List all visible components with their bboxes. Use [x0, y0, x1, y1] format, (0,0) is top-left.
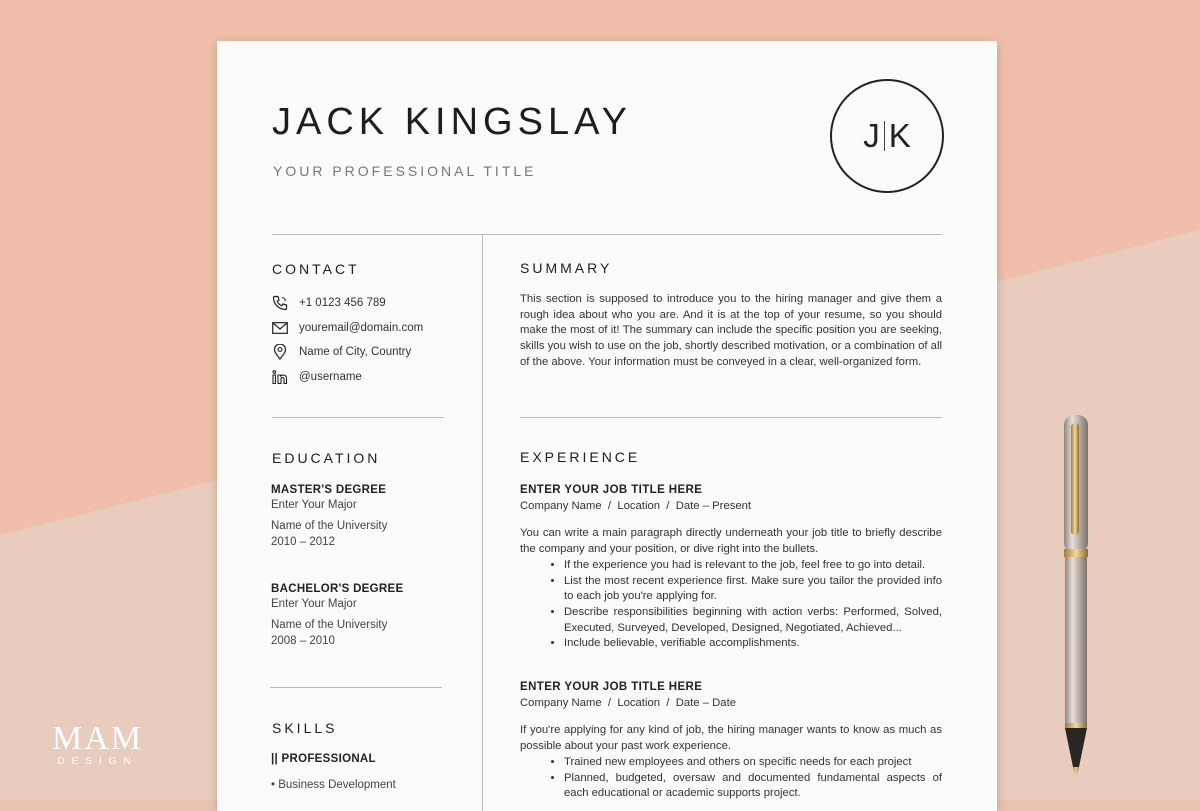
resume-name: JACK KINGSLAY	[272, 101, 632, 143]
location-pin-icon	[271, 344, 289, 360]
summary-text: This section is supposed to introduce you to the hiring manager and give them a rough idea about who you are. And it is at the top of your resume, so you should make the most of it! The summary can include the specific position you are seeking, skills you wish to use on the job, shortly described motivation, or a combination of all of the above. Your information must be conveyed in a clear, well-organized form.	[520, 293, 942, 368]
brand-logo-sub: DESIGN	[57, 756, 138, 767]
education-entry	[271, 583, 446, 649]
email-text: youremail@domain.com	[299, 321, 424, 334]
job-bullet: • Describe responsibilities beginning with action verbs: Performed, Solved, Executed, Surveyed, Developed, Designed, Negotiated, Achieved...	[564, 605, 942, 636]
education-entry	[271, 484, 446, 550]
header-divider	[272, 234, 942, 235]
linkedin-text: @username	[299, 370, 362, 383]
job-entry	[520, 483, 942, 652]
job-meta: Company Name / Location / Date – Present	[520, 499, 752, 512]
contact-email	[271, 316, 446, 341]
monogram-first: J	[863, 117, 880, 154]
linkedin-icon	[271, 369, 289, 385]
contact-phone	[271, 291, 446, 316]
contact-list	[271, 291, 446, 389]
brand-logo	[52, 722, 143, 767]
job-meta: Company Name / Location / Date – Date	[520, 696, 737, 709]
skills-heading: SKILLS	[272, 720, 338, 736]
contact-linkedin	[271, 365, 446, 390]
degree-major: Enter Your Major	[271, 598, 357, 610]
brand-logo-main: MAM	[52, 720, 144, 757]
skill-item-text: Business Development	[278, 779, 396, 791]
job-bullet: • Trained new employees and others on specific needs for each project	[564, 755, 942, 771]
job-paragraph: You can write a main paragraph directly underneath your job title to briefly describe the company and your position, or dive right into the bullets.	[520, 527, 942, 556]
mail-icon	[271, 320, 289, 336]
education-heading: EDUCATION	[272, 450, 381, 466]
phone-icon	[271, 295, 289, 311]
job-title: ENTER YOUR JOB TITLE HERE	[520, 681, 703, 693]
job-paragraph: If you're applying for any kind of job, the hiring manager wants to know as much as possible about your past work experience.	[520, 724, 942, 753]
pen-image	[1062, 415, 1090, 780]
contact-location	[271, 340, 446, 365]
phone-text: +1 0123 456 789	[299, 297, 386, 310]
summary-heading: SUMMARY	[520, 260, 613, 276]
degree-university: Name of the University	[271, 520, 388, 532]
job-bullets	[520, 558, 942, 652]
degree-years: 2010 – 2012	[271, 536, 335, 548]
contact-heading: CONTACT	[272, 261, 360, 277]
skill-item: • Business Development	[271, 779, 396, 791]
summary-divider	[520, 417, 942, 418]
contact-divider	[272, 417, 444, 418]
monogram-divider	[884, 121, 885, 151]
degree-title: BACHELOR'S DEGREE	[271, 583, 404, 595]
job-entry	[520, 680, 942, 802]
job-bullets	[520, 755, 942, 802]
professional-title: YOUR PROFESSIONAL TITLE	[273, 163, 537, 179]
job-bullet: • Planned, budgeted, oversaw and documented fundamental aspects of each educational or academic supports project.	[564, 771, 942, 802]
job-bullet: • List the most recent experience first. Make sure you tailor the provided info to each job you're applying for.	[564, 574, 942, 605]
skills-list	[271, 753, 446, 793]
resume-page	[217, 41, 997, 811]
job-bullet: • Include believable, verifiable accomplishments.	[564, 636, 942, 652]
degree-years: 2008 – 2010	[271, 635, 335, 647]
job-bullet: • If the experience you had is relevant to the job, feel free to go into detail.	[564, 558, 942, 574]
column-divider	[482, 235, 483, 811]
location-text: Name of City, Country	[299, 346, 412, 359]
monogram-badge	[830, 79, 944, 193]
experience-heading: EXPERIENCE	[520, 449, 641, 465]
job-title: ENTER YOUR JOB TITLE HERE	[520, 484, 703, 496]
skills-group-label: || PROFESSIONAL	[271, 753, 376, 765]
education-divider	[270, 687, 442, 688]
degree-title: MASTER'S DEGREE	[271, 484, 387, 496]
degree-university: Name of the University	[271, 619, 388, 631]
monogram-second: K	[888, 117, 911, 154]
degree-major: Enter Your Major	[271, 499, 357, 511]
